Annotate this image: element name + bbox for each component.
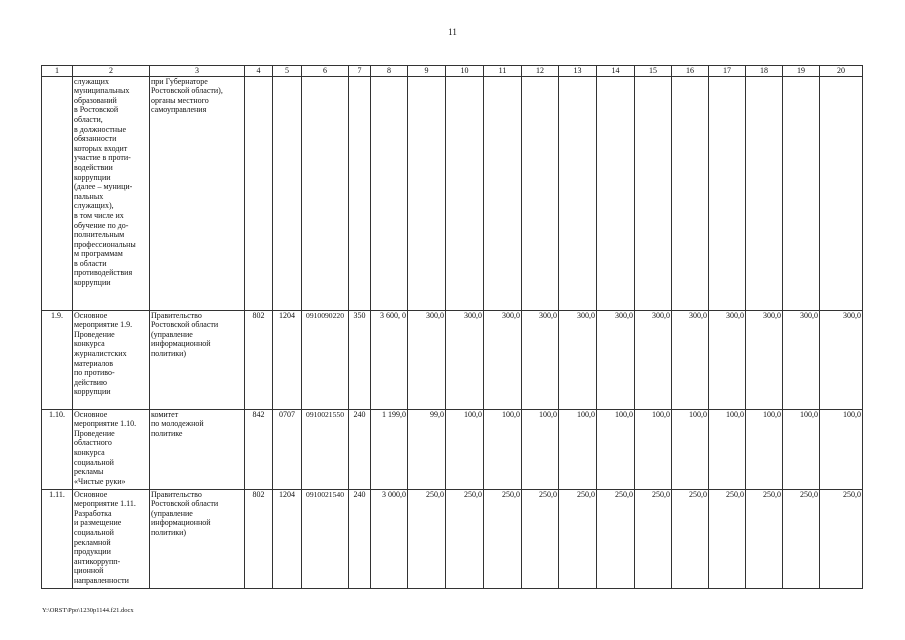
executor-line: по молодежной	[151, 419, 204, 429]
year-value: 300,0	[559, 310, 597, 409]
executor-line: политике	[151, 428, 183, 438]
section-code	[273, 76, 302, 310]
total-amount: 3 600, 0	[371, 310, 408, 409]
column-header-18: 18	[746, 66, 783, 77]
grbs-code: 802	[245, 310, 273, 409]
year-value: 100,0	[746, 409, 783, 489]
file-path-footer: Y:\ORST\Ppo\1230p1144.f21.docx	[42, 607, 134, 614]
year-value: 100,0	[820, 409, 863, 489]
activity-name-line: журналистских	[74, 348, 127, 358]
total-amount: 1 199,0	[371, 409, 408, 489]
activity-name-line: Разработка	[74, 508, 112, 518]
year-value	[783, 76, 820, 310]
executor-line: Ростовской области	[151, 499, 219, 509]
activity-name-line: Проведение	[74, 428, 115, 438]
table-row	[42, 76, 863, 310]
year-value	[672, 76, 709, 310]
activity-name-line: Основное	[74, 489, 108, 499]
activity-name-line: служащих),	[74, 201, 114, 211]
total-amount	[371, 76, 408, 310]
executor-line: самоуправления	[151, 105, 207, 115]
year-value: 99,0	[408, 409, 446, 489]
activity-name-line: направленности	[74, 575, 129, 585]
executor-line: информационной	[151, 518, 211, 528]
column-header-16: 16	[672, 66, 709, 77]
activity-name-line: социальной	[74, 527, 114, 537]
year-value: 250,0	[746, 489, 783, 588]
executor	[150, 409, 245, 489]
row-number: 1.10.	[42, 409, 73, 489]
year-value	[446, 76, 484, 310]
year-value: 100,0	[709, 409, 746, 489]
activity-name-line: Проведение	[74, 329, 115, 339]
column-header-3: 3	[150, 66, 245, 77]
activity-name	[73, 310, 150, 409]
activity-name-line: конкурса	[74, 447, 105, 457]
year-value	[522, 76, 559, 310]
year-value	[746, 76, 783, 310]
year-value	[597, 76, 635, 310]
year-value: 250,0	[559, 489, 597, 588]
executor-line: политики)	[151, 348, 187, 358]
year-value: 250,0	[522, 489, 559, 588]
activity-name-line: муниципальных	[74, 86, 130, 96]
executor-line: Правительство	[151, 310, 202, 320]
table-body	[42, 76, 863, 588]
year-value: 250,0	[783, 489, 820, 588]
year-value: 300,0	[408, 310, 446, 409]
activity-name-line: области,	[74, 114, 103, 124]
activity-name-line: действию	[74, 377, 107, 387]
activity-name	[73, 489, 150, 588]
executor	[150, 76, 245, 310]
year-value: 100,0	[597, 409, 635, 489]
column-header-20: 20	[820, 66, 863, 77]
year-value: 250,0	[484, 489, 522, 588]
year-value: 300,0	[709, 310, 746, 409]
column-header-5: 5	[273, 66, 302, 77]
column-header-15: 15	[635, 66, 672, 77]
column-header-4: 4	[245, 66, 273, 77]
column-header-14: 14	[597, 66, 635, 77]
activity-name-line: областного	[74, 438, 112, 448]
activity-name-line: мероприятие 1.9.	[74, 320, 133, 330]
row-number	[42, 76, 73, 310]
activity-name	[73, 76, 150, 310]
activity-name-line: ционной	[74, 566, 104, 576]
activity-name-line: коррупции	[74, 172, 111, 182]
activity-name-line: пальных	[74, 191, 104, 201]
executor-line: Ростовской области	[151, 320, 219, 330]
year-value: 100,0	[522, 409, 559, 489]
year-value: 300,0	[635, 310, 672, 409]
column-header-12: 12	[522, 66, 559, 77]
executor	[150, 489, 245, 588]
activity-name-line: образований	[74, 95, 117, 105]
column-header-19: 19	[783, 66, 820, 77]
year-value	[559, 76, 597, 310]
column-header-9: 9	[408, 66, 446, 77]
page-number: 11	[448, 27, 457, 37]
activity-name-line: водействии	[74, 162, 113, 172]
activity-name-line: мероприятие 1.10.	[74, 419, 137, 429]
year-value: 300,0	[746, 310, 783, 409]
expense-type-code: 350	[349, 310, 371, 409]
activity-name-line: рекламы	[74, 467, 104, 477]
column-header-2: 2	[73, 66, 150, 77]
year-value: 100,0	[635, 409, 672, 489]
table-row	[42, 310, 863, 409]
column-header-6: 6	[302, 66, 349, 77]
executor-line: (управление	[151, 508, 193, 518]
year-value	[709, 76, 746, 310]
activity-name-line: участие в проти-	[74, 153, 131, 163]
year-value: 300,0	[820, 310, 863, 409]
activity-name-line: в Ростовской	[74, 105, 119, 115]
column-header-1: 1	[42, 66, 73, 77]
year-value: 100,0	[484, 409, 522, 489]
activity-name-line: коррупции	[74, 387, 111, 397]
activity-name	[73, 409, 150, 489]
year-value: 250,0	[672, 489, 709, 588]
activity-name-line: мероприятие 1.11.	[74, 499, 136, 509]
year-value: 300,0	[446, 310, 484, 409]
executor-line: органы местного	[151, 95, 209, 105]
executor-line: Ростовской области),	[151, 86, 223, 96]
executor-line: Правительство	[151, 489, 202, 499]
activity-name-line: в должностные	[74, 124, 126, 134]
year-value	[484, 76, 522, 310]
total-amount: 3 000,0	[371, 489, 408, 588]
target-article-code: 0910021550	[302, 409, 349, 489]
section-code: 1204	[273, 489, 302, 588]
activity-name-line: противодействия	[74, 268, 133, 278]
executor-line: (управление	[151, 329, 193, 339]
activity-name-line: материалов	[74, 358, 114, 368]
activity-name-line: полнительным	[74, 230, 125, 240]
year-value: 250,0	[635, 489, 672, 588]
activity-name-line: служащих	[74, 76, 109, 86]
activity-name-line: в том числе их	[74, 210, 124, 220]
year-value: 250,0	[709, 489, 746, 588]
section-code: 0707	[273, 409, 302, 489]
year-value: 100,0	[672, 409, 709, 489]
activity-name-line: профессиональны	[74, 239, 136, 249]
activity-name-line: Основное	[74, 409, 108, 419]
year-value: 100,0	[446, 409, 484, 489]
year-value: 300,0	[522, 310, 559, 409]
row-number: 1.9.	[42, 310, 73, 409]
column-header-17: 17	[709, 66, 746, 77]
column-header-10: 10	[446, 66, 484, 77]
table-row	[42, 489, 863, 588]
executor-line: при Губернаторе	[151, 76, 208, 86]
activity-name-line: обязанности	[74, 134, 117, 144]
executor-line: политики)	[151, 527, 187, 537]
activity-name-line: коррупции	[74, 278, 111, 288]
table-row	[42, 409, 863, 489]
year-value	[635, 76, 672, 310]
activity-name-line: антикоррупп-	[74, 556, 121, 566]
year-value: 100,0	[559, 409, 597, 489]
year-value: 300,0	[783, 310, 820, 409]
year-value: 100,0	[783, 409, 820, 489]
executor	[150, 310, 245, 409]
grbs-code: 802	[245, 489, 273, 588]
activity-name-line: конкурса	[74, 339, 105, 349]
activity-name-line: Основное	[74, 310, 108, 320]
target-article-code: 0910090220	[302, 310, 349, 409]
section-code: 1204	[273, 310, 302, 409]
year-value: 250,0	[597, 489, 635, 588]
grbs-code: 842	[245, 409, 273, 489]
column-header-8: 8	[371, 66, 408, 77]
activity-name-line: по противо-	[74, 368, 115, 378]
target-article-code	[302, 76, 349, 310]
activity-name-line: и размещение	[74, 518, 122, 528]
row-number: 1.11.	[42, 489, 73, 588]
activity-name-line: продукции	[74, 547, 111, 557]
activity-name-line: м программам	[74, 249, 123, 259]
year-value	[408, 76, 446, 310]
activity-name-line: в области	[74, 258, 107, 268]
activity-name-line: обучение по до-	[74, 220, 129, 230]
activity-name-line: которых входит	[74, 143, 128, 153]
header-row	[42, 66, 863, 77]
grbs-code	[245, 76, 273, 310]
year-value	[820, 76, 863, 310]
year-value: 250,0	[820, 489, 863, 588]
year-value: 300,0	[484, 310, 522, 409]
year-value: 300,0	[597, 310, 635, 409]
executor-line: информационной	[151, 339, 211, 349]
expense-type-code: 240	[349, 489, 371, 588]
target-article-code: 0910021540	[302, 489, 349, 588]
program-table	[41, 65, 863, 589]
activity-name-line: «Чистые руки»	[74, 476, 126, 486]
executor-line: комитет	[151, 409, 179, 419]
column-header-11: 11	[484, 66, 522, 77]
year-value: 250,0	[408, 489, 446, 588]
expense-type-code	[349, 76, 371, 310]
year-value: 250,0	[446, 489, 484, 588]
activity-name-line: (далее – муници-	[74, 182, 133, 192]
column-header-7: 7	[349, 66, 371, 77]
activity-name-line: социальной	[74, 457, 114, 467]
expense-type-code: 240	[349, 409, 371, 489]
activity-name-line: рекламной	[74, 537, 111, 547]
year-value: 300,0	[672, 310, 709, 409]
column-header-13: 13	[559, 66, 597, 77]
